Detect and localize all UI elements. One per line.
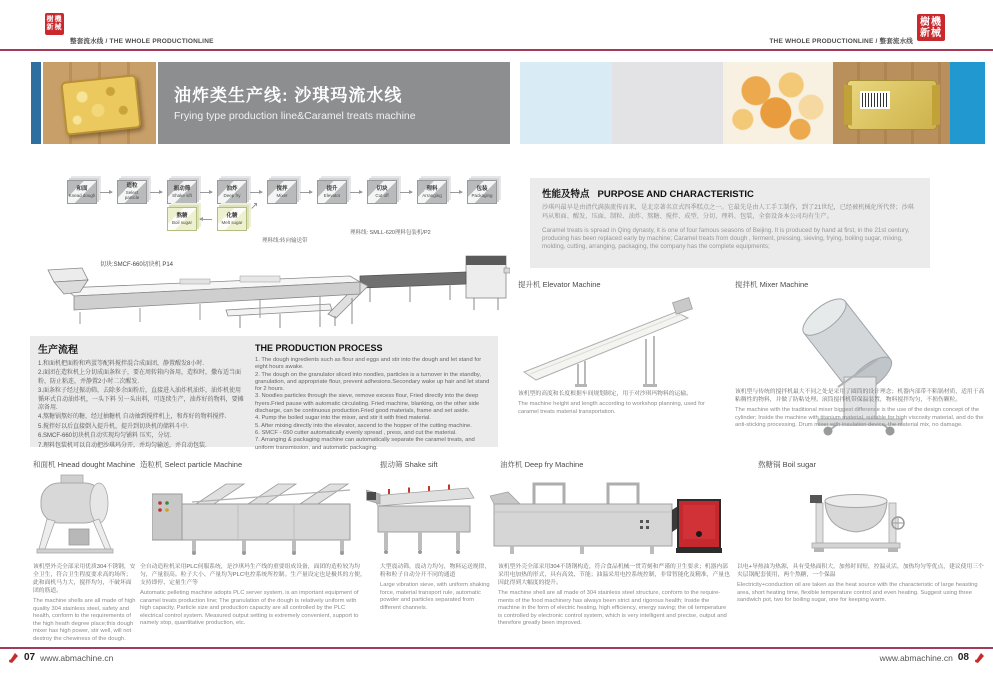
flow-step-box xyxy=(317,180,347,204)
machine-name-zh: 振动筛 xyxy=(380,460,403,469)
header-divider xyxy=(0,49,993,51)
machine-desc-en: The machine shell are all made of 304 stainless steel structure, conform to the require-ments of the food machinery has always been strict and rigorous health; Inside the machine in the form of electric heating, high efficiency, energy saving; the oil temperature is controlled by electronic control system, which is very intelligent and precise, output and therefore greatly been improved. xyxy=(498,590,727,626)
process-step: 4.熬糖锅熬好的糖，经过抽糖机 自动抽到搅拌机上，和炸好的物料搅拌. xyxy=(38,414,227,421)
flow-step-box xyxy=(167,180,197,204)
seal-text: 樹機 xyxy=(920,16,942,28)
process-step: 2. The dough on the granulator sliced into noodles, particles is a turnover in the standby, granulation, and appropriate flour, prevent adhesions.Secondary wake up hair and let stand for 2 hours. xyxy=(255,371,490,393)
machine-name-zh: 提升机 xyxy=(518,280,541,289)
seal-text: 新械 xyxy=(920,27,942,39)
website-link[interactable]: www.abmachine.cn xyxy=(879,652,953,663)
packaged-product-photo xyxy=(833,62,950,144)
flow-step-en: Arranging xyxy=(422,192,442,198)
elevator-machine-illustration xyxy=(518,292,713,393)
machine-name-en: Boil sugar xyxy=(782,460,816,469)
machine-desc-en: Automatic pelleting machine adopts PLC server system, is an important equipment of caramel treats production line; The granulation of the dough is relatively uniform with high capacity, Particle size and production capacity are all controlled by the PLC electrical control system. Measured output setting is extremely convenient, support to namely stop, quantitative production, etc. xyxy=(140,590,359,626)
mixer-description xyxy=(735,388,985,430)
caramel-treat xyxy=(60,74,141,136)
machine-name-en: Deep fry Machine xyxy=(524,460,584,469)
flow-step-zh: 提升 xyxy=(326,186,338,192)
flow-step-zh: 油炸 xyxy=(226,186,238,192)
flow-arrow-icon xyxy=(250,192,262,193)
machine-name-en: Shake sift xyxy=(404,460,438,469)
flow-arrow-left-icon xyxy=(200,219,212,220)
machine-name-zh: 熬糖锅 xyxy=(758,460,781,469)
machine-desc-zh: 该机型外壳全部采用304不锈钢构造，符合食品机械一贯苛刻和严谨的卫生要求；机器内部采用电加热的形式，具有高效、节能；油温采用电控系统控制，非常智能化及精准，产量也因此得到大幅度的提升。 xyxy=(498,564,730,586)
machine-desc-zh: 全自动造粒机采用PLC伺服系统，是沙琪玛生产线的重要组成设备，面团的造粒较为均匀，产量很高。粒子大小、产量均为PLC电控系统所控制。生产量设定也是极其的方便，支持即停、定量生产等 xyxy=(140,564,366,586)
flow-step-zh: 化糖 xyxy=(226,213,238,219)
flow-arrow-icon xyxy=(150,192,162,193)
machine-name-en: Elevator Machine xyxy=(542,280,601,289)
flow-step-box xyxy=(267,180,297,204)
company-seal-logo xyxy=(45,13,64,35)
flow-step-en: Boil sugar xyxy=(171,219,192,225)
seal-text: 新械 xyxy=(46,24,63,31)
purpose-title xyxy=(542,186,918,200)
machine-name-en: Hnead dought Machine xyxy=(57,460,136,469)
flow-step-zh: 和面 xyxy=(76,186,88,192)
flow-arrow-icon xyxy=(450,192,462,193)
process-step: 5.搅拌好以后直接倒入提升机，提升到切块机的储料斗中. xyxy=(38,423,189,430)
footer-logo-icon xyxy=(8,652,19,663)
machine-name-zh: 和面机 xyxy=(33,460,56,469)
machine-desc-zh: 大型震动筛，震动力均匀，物料运送规律，粉和粒子自动分开不同的通道 xyxy=(380,564,491,578)
page-title: 油炸类生产线: 沙琪玛流水线 xyxy=(174,86,403,105)
flow-step-box xyxy=(367,180,397,204)
header-section-label-left: 整套流水线 / THE WHOLE PRODUCTIONLINE xyxy=(70,38,214,45)
machine-name-zh: 造粒机 xyxy=(140,460,163,469)
flow-step-en: Knead dough xyxy=(68,192,96,198)
machine-desc-zh: 该机型的高度和长度根据车间规划制定，用于对沙琪玛物料的运输。 xyxy=(518,391,692,397)
machine-desc-zh: 该机型外壳全部采用优质304不锈钢，安全卫生，符合卫生程度要求高的场所；此和面机马力大，搅拌均匀，不破坏面团的筋道。 xyxy=(33,564,136,594)
company-seal-logo xyxy=(917,14,945,41)
purpose-panel xyxy=(530,178,930,268)
flow-step-en: Shake sift xyxy=(172,192,192,198)
line-label-turn-conveyor: 理料线:转向输送带 xyxy=(262,238,308,244)
machine-label-kneader xyxy=(33,459,135,470)
fryer-machine-illustration xyxy=(490,476,722,560)
process-step: 1. The dough ingredients such as flour and eggs and stir into the dough and let stand for eight hours awake. xyxy=(255,357,482,371)
product-package xyxy=(847,80,937,130)
caramel-closeup-photo xyxy=(723,62,833,144)
machine-label-granulator xyxy=(140,459,242,470)
purpose-body-en: Caramel treats is spread in Qing dynasty, it is one of four famous seasons of Beijing. It is produced by hand at first, in the 21st century, producing has been replaced early by machine; Caramel treats from dough , ferment, pressing, sieving, frying, boiling sugar, mixing, molding, cutting, arranging, packaging, the company has the complete equipments; xyxy=(542,226,910,250)
process-step: 1.和面机把面粉和鸡蛋等配料搅拌混合成面团，静置醒发8小时. xyxy=(38,361,205,367)
line-label-packer: 理料线: SMLL-620理料包装机/P2 xyxy=(350,230,431,236)
machine-name-en: Mixer Machine xyxy=(759,280,809,289)
process-step: 6.SMCF-660切块机自动实现均匀铺料 压实，分切. xyxy=(38,433,172,440)
flow-step-box xyxy=(467,180,497,204)
production-process-en xyxy=(255,343,495,452)
banner xyxy=(158,62,510,144)
process-step: 7. Arranging & packaging machine can automatically separate the caramel treats, and uniform transmission, and automatic packaging. xyxy=(255,437,475,451)
boiler-machine-illustration xyxy=(808,485,905,560)
caramel-treat-photo xyxy=(43,62,156,144)
flow-step-box xyxy=(67,180,97,204)
section-title-en: THE PRODUCTION PROCESS xyxy=(255,343,383,353)
barcode-label xyxy=(860,91,890,109)
header-section-label-right: THE WHOLE PRODUCTIONLINE / 整套流水线 xyxy=(769,38,913,45)
flow-arrow-icon xyxy=(350,192,362,193)
machine-label-sieve xyxy=(380,459,438,470)
website-link[interactable]: www.abmachine.cn xyxy=(40,652,114,663)
elevator-description xyxy=(518,390,710,416)
banner-panel-lightgray xyxy=(612,62,723,144)
banner-panel-lightblue xyxy=(520,62,612,144)
banner-accent-bar xyxy=(31,62,41,144)
purpose-title-zh: 性能及特点 xyxy=(542,189,590,200)
flow-step-box xyxy=(117,180,147,204)
footer-right xyxy=(880,652,985,663)
process-step: 3. Noodles particles through the sieve, remove excess flour, Fried directly into the deep fryers.Fried pause with automatic circulating. Fried machine, blanking, on the other side discharge, can be continuous production.Fried good materials, frame and set aside. xyxy=(255,393,480,415)
flow-step-en: Melt sugar xyxy=(221,219,243,225)
flow-step-zh: 造粒 xyxy=(126,183,138,190)
sieve-description xyxy=(380,563,492,612)
machine-desc-en: Large vibration sieve, with uniform shaking force, material transport rule, automatic powder and particles separated from different channels. xyxy=(380,582,490,611)
flow-step-en: Select particle xyxy=(124,189,140,201)
flow-step-zh: 切块 xyxy=(376,186,388,192)
flow-step-en: Elevator xyxy=(323,192,341,198)
kneader-description xyxy=(33,563,137,643)
machine-desc-en: The machine shells are all made of high quality 304 stainless steel, safety and health, conform to the requirements of the high heath degree place;this dough mixer has high power, stir well, will not destroy the chewiness of the dough. xyxy=(33,598,136,642)
kneader-machine-illustration xyxy=(35,473,117,560)
flow-step-zh: 熬糖 xyxy=(176,213,188,219)
process-step: 7.理料包装机可以自动把沙琪玛分开，并均匀输送，并自动包装. xyxy=(38,442,207,449)
purpose-body-zh: 沙琪玛最早是由清代满族流传而来，是北京著名京式四季糕点之一。它最先是由人工手工制作，到了21世纪，已经被机械化所代替；沙琪玛从和面、醒发、压面、制粒、油炸、熬糖、搅拌、成型、分切、理料、包装，全套设备本公司均有生产。 xyxy=(542,204,914,220)
process-step: 3.面条粒子经过振动筛，去除多余面粉后，直接进入油炸机油炸，油炸机使用循环式自动油炸机，一头下料 另一头出料，可连续生产，油炸好的物料，要摊凉备用. xyxy=(38,388,244,412)
granulator-description xyxy=(140,563,368,628)
process-step: 4. Pump the boiled sugar into the mixer, and stir it with fried material. xyxy=(255,415,431,422)
machine-label-elevator xyxy=(518,279,601,290)
flow-arrow-icon xyxy=(100,192,112,193)
purpose-title-en: PURPOSE AND CHARACTERISTIC xyxy=(597,189,754,200)
granulator-machine-illustration xyxy=(152,478,354,560)
machine-desc-en: The machine height and length according to workshop planning, used for caramel treats material transportation. xyxy=(518,401,705,415)
machine-desc-en: The machine with the traditional mixer biggest difference is the use of the design concept of the cylinder; Inside the machine with titanium material, suitable for high viscosity material, and do the anti-sticking processing. Drum mixer with insulation device, the material mix, no damage. xyxy=(735,407,984,428)
flow-arrow-icon xyxy=(200,192,212,193)
machine-name-zh: 搅拌机 xyxy=(735,280,758,289)
seal-text: 樹機 xyxy=(46,16,63,23)
flow-step-zh: 理料 xyxy=(426,186,438,192)
machine-label-fryer xyxy=(500,459,583,470)
fryer-description xyxy=(498,563,730,628)
machine-desc-zh: 以电+导热油为热源，具有受热面积大，加热时间短，控温灵活，加热均匀等优点，建议使用三个夹层锅配套使用，两个熬糖，一个保温 xyxy=(737,564,984,578)
flow-step-box xyxy=(217,180,247,204)
banner-accent-block xyxy=(950,62,985,144)
flow-arrow-icon xyxy=(300,192,312,193)
machine-label-mixer xyxy=(735,279,808,290)
sieve-machine-illustration xyxy=(366,476,485,560)
machine-name-zh: 油炸机 xyxy=(500,460,523,469)
machine-desc-en: Electricity+conduction oil are taken as the heat source with the characteristic of large heasting area, short heating time, flexible temperature control and even heating. Suggest using three sandwich pot, two for boiling sugar, one for keeping warm. xyxy=(737,582,978,603)
machine-desc-zh: 该机型与传统的搅拌机最大不同之处是采用了圆筒的设计理念；机器内部带不粘锅材质，适用于高粘稠性的物料，并做了防粘处理。滚筒搅拌机带保温装置，物料搅拌均匀，不损伤颗粒。 xyxy=(735,389,985,403)
machine-name-en: Select particle Machine xyxy=(164,460,243,469)
flow-step-en: Mixer xyxy=(276,192,288,198)
page-number-right: 08 xyxy=(957,652,969,663)
flow-arrow-up-right-icon: ↗ xyxy=(250,201,259,212)
line-label-cutter: 切块:SMCF-660切块机 P14 xyxy=(100,262,174,268)
flow-step-en: Packaging xyxy=(471,192,493,198)
flow-step-en: Deep fry xyxy=(223,192,241,198)
machine-label-boiler xyxy=(758,459,816,470)
flow-step-zh: 振动筛 xyxy=(173,186,191,192)
flow-step-zh: 搅拌 xyxy=(276,186,288,192)
flow-step-zh: 包装 xyxy=(476,186,488,192)
section-title-zh: 生产流程 xyxy=(38,345,78,356)
flow-step-en: Cut off xyxy=(375,192,389,198)
boiler-description xyxy=(737,563,985,605)
page-subtitle: Frying type production line&Caramel treats machine xyxy=(174,110,416,122)
footer-left xyxy=(8,652,113,663)
footer-logo-icon xyxy=(974,652,985,663)
process-step: 6. SMCF - 650 cutter automatically evenly spread , press, and cut the material. xyxy=(255,429,457,436)
flow-step-box xyxy=(417,180,447,204)
footer-divider xyxy=(0,647,993,649)
flow-arrow-icon xyxy=(400,192,412,193)
page-number-left: 07 xyxy=(24,652,36,663)
process-step: 2.面团在造粒机上分切成面条粒子，要在周转箱内备用，造粒时，撒布适当面粉，防止粘连，并静置2小时二次醒发. xyxy=(38,370,242,385)
production-process-zh xyxy=(38,341,244,451)
process-step: 5. After mixing directly into the elevator, ascend to the hopper of the cutting machine. xyxy=(255,422,472,429)
